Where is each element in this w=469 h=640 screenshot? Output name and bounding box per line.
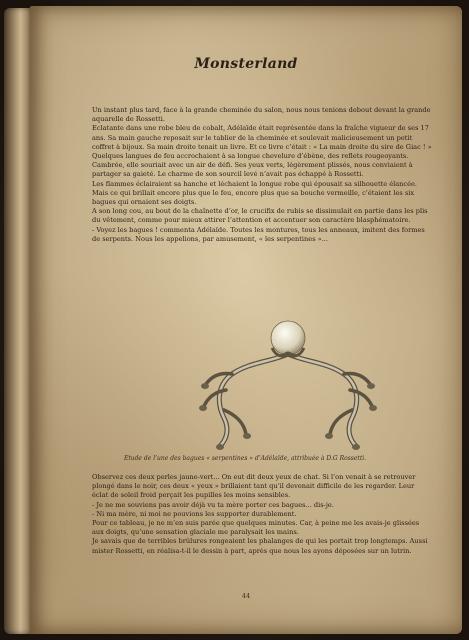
pearl-icon [271,321,305,355]
serpent-right-icon [288,354,357,446]
paragraph: Quelques langues de feu accrochaient à sa longue chevelure d’ébène, des reflets rougeoyants. Cambrée, elle souriait avec un air de défi. Ses yeux verts, légèrement plissés, nous conviaient à partager sa gaieté. Le charme de son sourcil levé n’avait pas échappé à Rossetti. [92,152,413,179]
paragraph: Un instant plus tard, face à la grande cheminée du salon, nous nous tenions debout devant la grande aquarelle de Rossetti. [92,106,431,124]
serpent-ring-illustration [190,314,400,454]
serpent-left-icon [219,354,288,446]
serpent-head-icon [199,405,207,411]
paragraph: Les flammes éclairaient sa hanche et léchaient la longue robe qui épousait sa silhouette élancée. Mais ce qui brillait encore plus que le feu, encore plus que sa bouche vermeille, c’étaient les six bagues qui ornaient ses doigts. [92,179,418,207]
text-block-lower [92,473,432,556]
book-page [30,6,462,634]
serpent-head-icon [369,405,377,411]
serpent-head-icon [367,383,375,389]
page-number: 44 [241,592,251,600]
chapter-title: Monsterland [194,56,298,72]
paragraph: Je savais que de terribles brûlures rongeaient les phalanges de qui les portait trop longtemps. Aussi mister Rossetti, en réalisa-t-il le dessin à part, après que nous les ayons déposées sur un lutrin. [92,537,428,555]
illustration-caption: Etude de l’une des bagues « serpentines » d’Adélaïde, attribuée à D.G Rossetti. [123,455,367,462]
paragraph: - Voyez les bagues ! commenta Adélaïde. Toutes les montures, tous les anneaux, imitent des formes de serpents. Nous les appelions, par amusement, « les serpentines »... [92,225,425,243]
serpent-head-icon [243,433,251,439]
text-block-upper [92,106,432,244]
paragraph: A son long cou, au bout de la chaînette d’or, le crucifix de rubis se dissimulait en partie dans les plis du vêtement, comme pour mieux attirer l’attention et accentuer son caractère blasphématoire. [92,207,428,225]
paragraph: - Je ne me souviens pas avoir déjà vu ta mère porter ces bagues... dis-je. [92,500,334,509]
serpent-head-icon [216,444,224,450]
serpent-head-icon [201,383,209,389]
paragraph: Observez ces deux perles jaune-vert... On eut dit deux yeux de chat. Si l’on venait à se retrouver plongé dans le noir, ces deux « yeux » brillaient tant qu’il devenait difficile de les regarder. Leur éclat de soleil froid perçait les pupilles les moins sensibles. [92,473,416,500]
serpent-head-icon [352,444,360,450]
paragraph: Eclatante dans une robe bleu de cobalt, Adélaïde était représentée dans la fraîche vigueur de ses 17 ans. Sa main gauche reposait sur le tablier de la cheminée et soulevait malicieusement un petit coffret à bijoux. Sa main droite tenait un livre. Et ce livre c’était : « La main droite du sire de Giac ! » [92,124,432,151]
paragraph: - Ni ma mère, ni moi ne pouvions les supporter durablement. [92,509,297,518]
serpent-head-icon [325,433,333,439]
paragraph: Pour ce tableau, je ne m’en suis parée que quelques minutes. Car, à peine me les avais-je glissées aux doigts, qu’une sensation glaciale me paralysait les mains. [92,519,420,537]
